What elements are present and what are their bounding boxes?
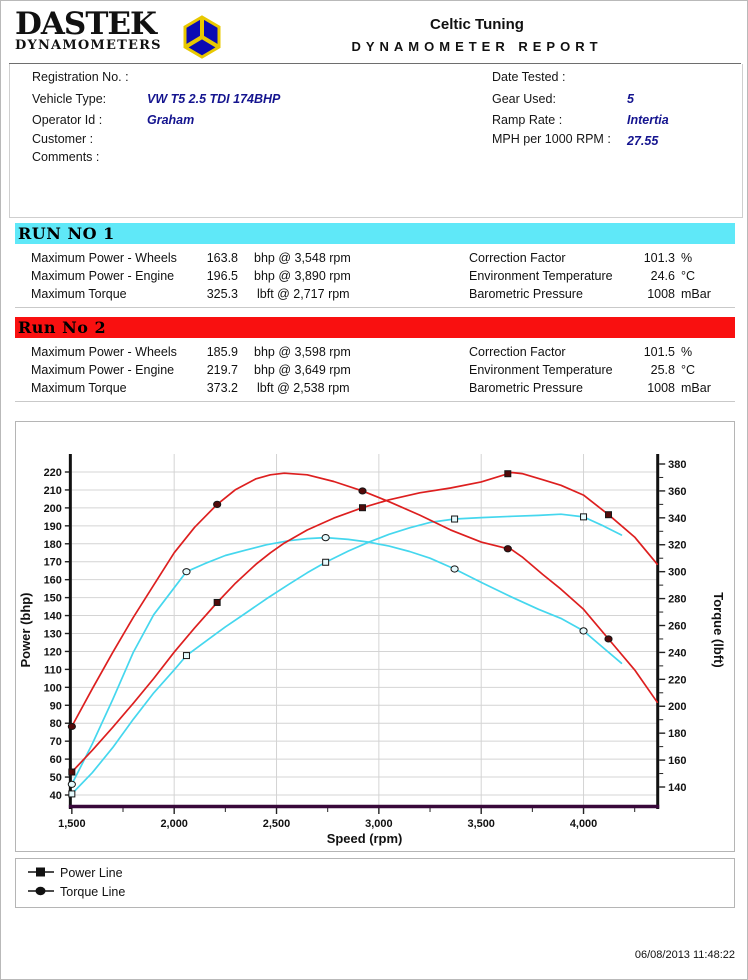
- svg-text:220: 220: [668, 674, 687, 687]
- run2-max-power-wheels-label: Maximum Power - Wheels: [31, 345, 177, 359]
- ramp-rate-value: Intertia: [627, 113, 669, 127]
- run1-max-power-engine-unit: bhp @ 3,890 rpm: [254, 269, 351, 283]
- report-title: Celtic Tuning: [430, 16, 524, 33]
- run1-max-power-wheels-label: Maximum Power - Wheels: [31, 251, 177, 265]
- svg-text:300: 300: [668, 566, 687, 579]
- run2-max-torque-unit: lbft @ 2,538 rpm: [257, 381, 350, 395]
- run1-barometric-pressure-unit: mBar: [681, 287, 711, 301]
- svg-text:240: 240: [668, 647, 687, 660]
- run1-barometric-pressure-value: 1008: [647, 287, 675, 301]
- mph-per-1000rpm-label: MPH per 1000 RPM :: [492, 132, 611, 146]
- run1-env-temperature-label: Environment Temperature: [469, 269, 613, 283]
- run1-max-power-wheels-value: 163.8: [206, 251, 238, 265]
- svg-text:380: 380: [668, 458, 687, 472]
- svg-text:70: 70: [49, 736, 62, 749]
- svg-text:Torque (lbft): Torque (lbft): [711, 592, 727, 668]
- run2-header-bar: Run No 2: [15, 317, 735, 338]
- run1-barometric-pressure-label: Barometric Pressure: [469, 287, 583, 301]
- run2-env-temperature-unit: °C: [681, 363, 696, 377]
- run1-env-temperature-unit: °C: [681, 269, 696, 283]
- dastek-cube-icon: [181, 14, 223, 65]
- run1-max-power-wheels-unit: bhp @ 3,548 rpm: [254, 251, 351, 265]
- svg-text:260: 260: [668, 620, 687, 633]
- customer-label: Customer :: [32, 132, 94, 146]
- registration-label: Registration No. :: [32, 70, 129, 84]
- run2-correction-factor-label: Correction Factor: [469, 345, 566, 359]
- power-line-marker-icon: [27, 865, 55, 884]
- date-tested-label: Date Tested :: [492, 70, 566, 84]
- svg-text:180: 180: [668, 728, 687, 741]
- report-subtitle: DYNAMOMETER REPORT: [351, 39, 603, 54]
- svg-text:Speed (rpm): Speed (rpm): [326, 830, 403, 847]
- gear-used-value: 5: [627, 92, 634, 106]
- svg-text:140: 140: [668, 781, 687, 795]
- run2-divider: [15, 401, 735, 402]
- svg-text:Power (bhp): Power (bhp): [17, 592, 33, 668]
- svg-text:2,000: 2,000: [160, 817, 188, 831]
- svg-text:170: 170: [43, 556, 62, 569]
- svg-text:3,000: 3,000: [365, 817, 393, 831]
- run1-divider: [15, 307, 735, 308]
- run1-max-torque-value: 325.3: [206, 287, 238, 301]
- svg-text:200: 200: [668, 701, 687, 714]
- svg-text:190: 190: [43, 520, 62, 533]
- run2-env-temperature-value: 25.8: [650, 363, 675, 377]
- run2-max-power-wheels-unit: bhp @ 3,598 rpm: [254, 345, 351, 359]
- run2-max-torque-label: Maximum Torque: [31, 381, 127, 395]
- run2-barometric-pressure-unit: mBar: [681, 381, 711, 395]
- run1-env-temperature-value: 24.6: [650, 269, 675, 283]
- vehicle-type-value: VW T5 2.5 TDI 174BHP: [147, 92, 281, 106]
- svg-text:110: 110: [44, 664, 62, 677]
- svg-text:130: 130: [43, 628, 62, 641]
- report-timestamp: 06/08/2013 11:48:22: [634, 949, 735, 961]
- svg-text:1,500: 1,500: [58, 817, 86, 831]
- svg-text:340: 340: [668, 512, 687, 525]
- svg-text:160: 160: [43, 574, 62, 587]
- run1-max-power-engine-label: Maximum Power - Engine: [31, 269, 175, 283]
- svg-text:220: 220: [43, 466, 62, 480]
- logo-subtext: DYNAMOMETERS: [15, 38, 162, 53]
- comments-label: Comments :: [32, 150, 100, 164]
- test-info-box: [9, 64, 743, 218]
- operator-id-label: Operator Id :: [32, 113, 103, 127]
- run2-barometric-pressure-label: Barometric Pressure: [469, 381, 583, 395]
- svg-text:120: 120: [43, 646, 62, 659]
- vehicle-type-label: Vehicle Type:: [32, 92, 107, 106]
- svg-text:2,500: 2,500: [262, 817, 291, 831]
- svg-text:140: 140: [43, 610, 62, 623]
- power-line-legend-label: Power Line: [60, 866, 123, 880]
- run2-barometric-pressure-value: 1008: [647, 381, 675, 395]
- run2-env-temperature-label: Environment Temperature: [469, 363, 613, 377]
- run2-max-power-engine-value: 219.7: [206, 363, 238, 377]
- run1-max-power-engine-value: 196.5: [206, 269, 238, 283]
- run2-max-power-wheels-value: 185.9: [206, 345, 238, 359]
- run2-correction-factor-unit: %: [681, 345, 693, 359]
- logo-wordmark: DASTEK: [15, 6, 156, 42]
- svg-text:3,500: 3,500: [467, 817, 495, 831]
- svg-text:80: 80: [49, 718, 62, 731]
- svg-text:180: 180: [43, 538, 62, 551]
- gear-used-label: Gear Used:: [492, 92, 556, 106]
- run1-correction-factor-unit: %: [681, 251, 693, 265]
- torque-line-marker-icon: [27, 884, 55, 903]
- run2-max-power-engine-unit: bhp @ 3,649 rpm: [254, 363, 351, 377]
- chart-legend-box: [15, 858, 735, 908]
- dyno-chart-panel: [15, 421, 735, 852]
- mph-per-1000rpm-value: 27.55: [627, 134, 659, 148]
- run1-correction-factor-value: 101.3: [643, 251, 675, 265]
- svg-text:200: 200: [43, 502, 62, 515]
- svg-text:100: 100: [43, 682, 62, 695]
- run2-max-power-engine-label: Maximum Power - Engine: [31, 363, 175, 377]
- svg-text:150: 150: [43, 592, 62, 605]
- run1-max-torque-unit: lbft @ 2,717 rpm: [257, 287, 350, 301]
- run1-header-bar: RUN NO 1: [15, 223, 735, 244]
- ramp-rate-label: Ramp Rate :: [492, 113, 563, 127]
- svg-text:210: 210: [43, 484, 62, 497]
- svg-text:90: 90: [49, 700, 62, 713]
- dastek-logo: [15, 6, 162, 53]
- power-torque-chart: [16, 422, 734, 851]
- svg-text:40: 40: [49, 789, 62, 803]
- run2-correction-factor-value: 101.5: [643, 345, 675, 359]
- run2-max-torque-value: 373.2: [206, 381, 238, 395]
- torque-line-legend-label: Torque Line: [60, 885, 126, 899]
- svg-text:60: 60: [49, 754, 62, 767]
- svg-text:320: 320: [668, 539, 687, 552]
- svg-text:360: 360: [668, 485, 687, 498]
- svg-text:280: 280: [668, 593, 687, 606]
- run1-correction-factor-label: Correction Factor: [469, 251, 566, 265]
- svg-text:4,000: 4,000: [569, 817, 598, 831]
- svg-text:50: 50: [49, 772, 62, 785]
- svg-text:160: 160: [668, 755, 687, 768]
- run1-max-torque-label: Maximum Torque: [31, 287, 127, 301]
- operator-id-value: Graham: [147, 113, 195, 127]
